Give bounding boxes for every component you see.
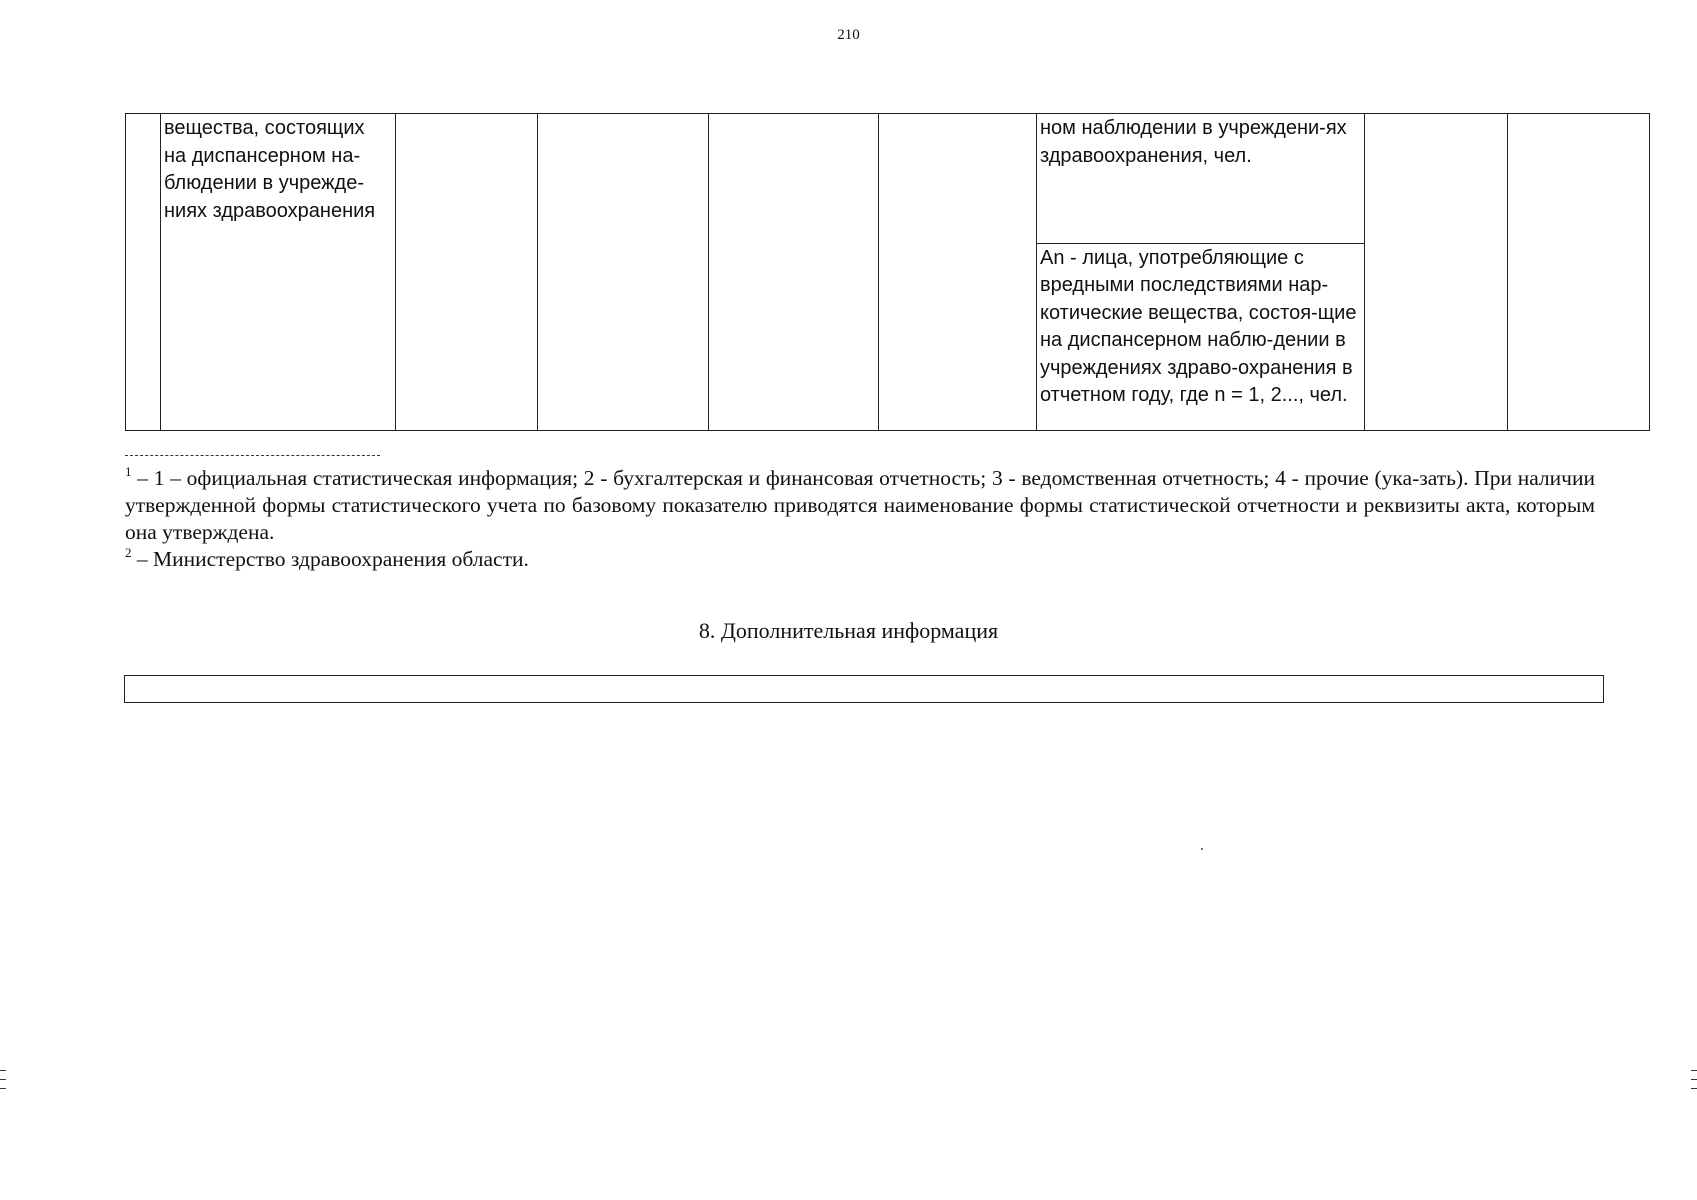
- indicator-text: вещества, состоящих на диспансерном на-блюдении в учрежде-ниях здравоохранения: [164, 117, 376, 222]
- footnote-1: [125, 465, 1595, 546]
- section-heading: 8. Дополнительная информация: [698, 618, 999, 643]
- indicator-table: [125, 113, 1650, 431]
- footnote-2-marker: 2: [125, 545, 132, 560]
- table-cell-empty: [396, 114, 538, 431]
- table-cell-empty: [1365, 114, 1508, 431]
- table-cell-formula-top: [1037, 114, 1365, 244]
- scan-edge-marks-left: [0, 1070, 6, 1097]
- formula-bottom-text: An - лица, употребляющие с вредными последствиями нар-котические вещества, состоя-щие на диспансерном наблю-дении в учреждениях здраво-охранения в отчетном году, где n = 1, 2..., чел.: [1040, 246, 1357, 407]
- table-cell-empty: [879, 114, 1037, 431]
- footnote-1-marker: 1: [125, 464, 132, 479]
- footnotes: [125, 455, 1595, 573]
- table-cell-number: [126, 114, 161, 431]
- footnote-2: [125, 546, 1595, 573]
- scan-edge-marks-right: [1691, 1070, 1697, 1097]
- formula-top-text: ном наблюдении в учреждени-ях здравоохранения, чел.: [1040, 117, 1347, 167]
- table-cell-empty: [1508, 114, 1650, 431]
- table-cell-empty: [709, 114, 879, 431]
- table-cell-formula-bottom: [1037, 243, 1365, 430]
- scan-speck: [1201, 848, 1203, 850]
- footnote-2-text: – Министерство здравоохранения области.: [136, 547, 529, 571]
- footnote-1-text: – 1 – официальная статистическая информация; 2 - бухгалтерская и финансовая отчетность; 3 - ведомственная отчетность; 4 - прочие (ука-зать). При наличии утвержденной формы статистического учета по базовому показателю приводятся наименование формы статистической отчетности и реквизиты акта, которым она утверждена.: [125, 466, 1595, 544]
- table-cell-indicator: [161, 114, 396, 431]
- footnote-separator: [125, 455, 380, 456]
- table-cell-empty: [538, 114, 709, 431]
- additional-info-box: [124, 675, 1604, 703]
- page-number: 210: [837, 27, 860, 43]
